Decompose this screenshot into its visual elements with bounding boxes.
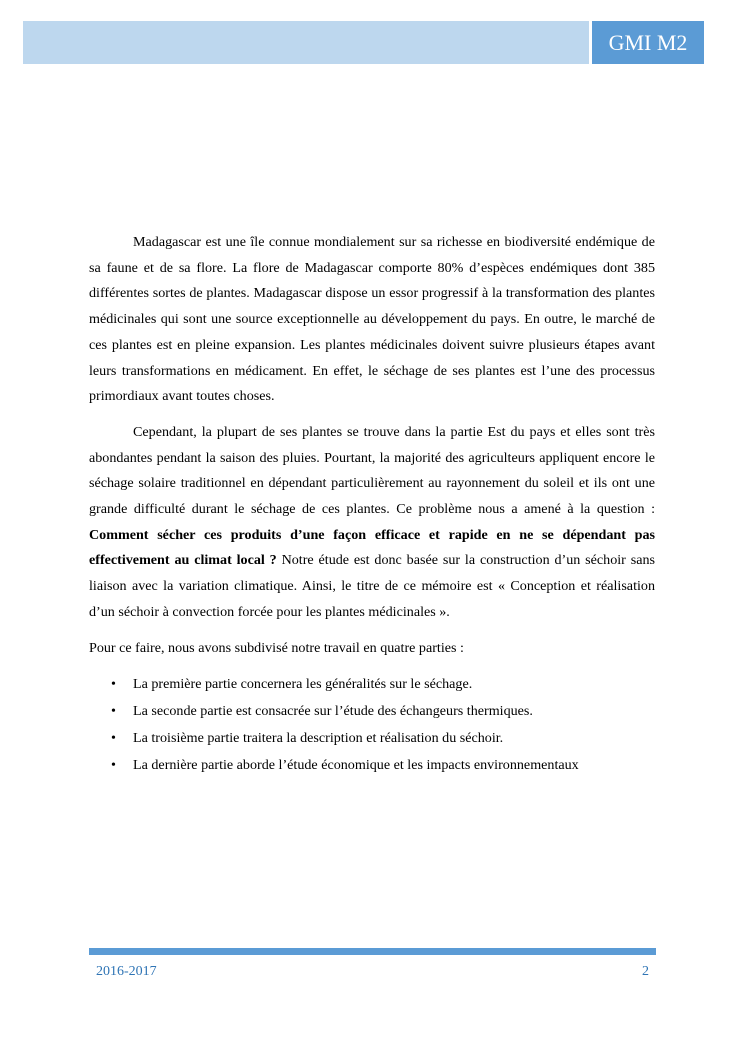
list-item: [89, 698, 655, 725]
bullet-icon: •: [111, 730, 116, 747]
list-item-text: La première partie concernera les généralités sur le séchage.: [133, 676, 473, 693]
paragraph-problem-text-end: Notre étude est donc basée sur la construction d’un séchoir sans liaison avec la variation climatique. Ainsi, le titre de ce mémoire est « Conception et réalisation d’un séchoir à convection forcée pour les plantes médicinales ».: [89, 552, 655, 620]
bullet-icon: •: [111, 703, 116, 720]
list-item-text: La dernière partie aborde l’étude économique et les impacts environnementaux: [133, 757, 579, 774]
bullet-icon: •: [111, 757, 116, 774]
footer-divider: [89, 948, 656, 955]
document-body: [89, 230, 655, 779]
list-item: [89, 671, 655, 698]
footer-year: 2016-2017: [96, 964, 157, 979]
bullet-icon: •: [111, 676, 116, 693]
paragraph-outline: Pour ce faire, nous avons subdivisé notre travail en quatre parties :: [89, 639, 464, 656]
paragraph-problem: [89, 420, 655, 626]
list-item-text: La troisième partie traitera la description et réalisation du séchoir.: [133, 730, 504, 747]
paragraph-intro: Madagascar est une île connue mondialement sur sa richesse en biodiversité endémique de sa faune et de sa flore. La flore de Madagascar comporte 80% d’espèces endémiques dont 385 différentes sortes de plantes. Madagascar dispose un essor progressif à la transformation des plantes médicinales qui sont une source exceptionnelle au développement du pays. En outre, le marché de ces plantes est en pleine expansion. Les plantes médicinales doivent suivre plusieurs étapes avant leurs transformations en médicament. En effet, le séchage de ses plantes est l’une des processus primordiaux avant toutes choses.: [89, 234, 655, 405]
header-bar: [23, 21, 589, 64]
list-item: [89, 725, 655, 752]
parts-list: [89, 671, 655, 779]
list-item: [89, 752, 655, 779]
list-item-text: La seconde partie est consacrée sur l’étude des échangeurs thermiques.: [133, 703, 533, 720]
research-question: Comment sécher ces produits d’une façon efficace et rapide en ne se dépendant pas effectivement au climat local ?: [89, 526, 655, 569]
page-number: 2: [642, 964, 649, 979]
paragraph-problem-text: Cependant, la plupart de ses plantes se trouve dans la partie Est du pays et elles sont très abondantes pendant la saison des pluies. Pourtant, la majorité des agriculteurs appliquent encore le séchage solaire traditionnel en dépendant particulièrement au rayonnement du soleil et ils ont une grande difficulté durant le séchage de ces plantes. Ce problème nous a amené à la question :: [89, 423, 655, 518]
header-label: GMI M2: [592, 21, 704, 64]
